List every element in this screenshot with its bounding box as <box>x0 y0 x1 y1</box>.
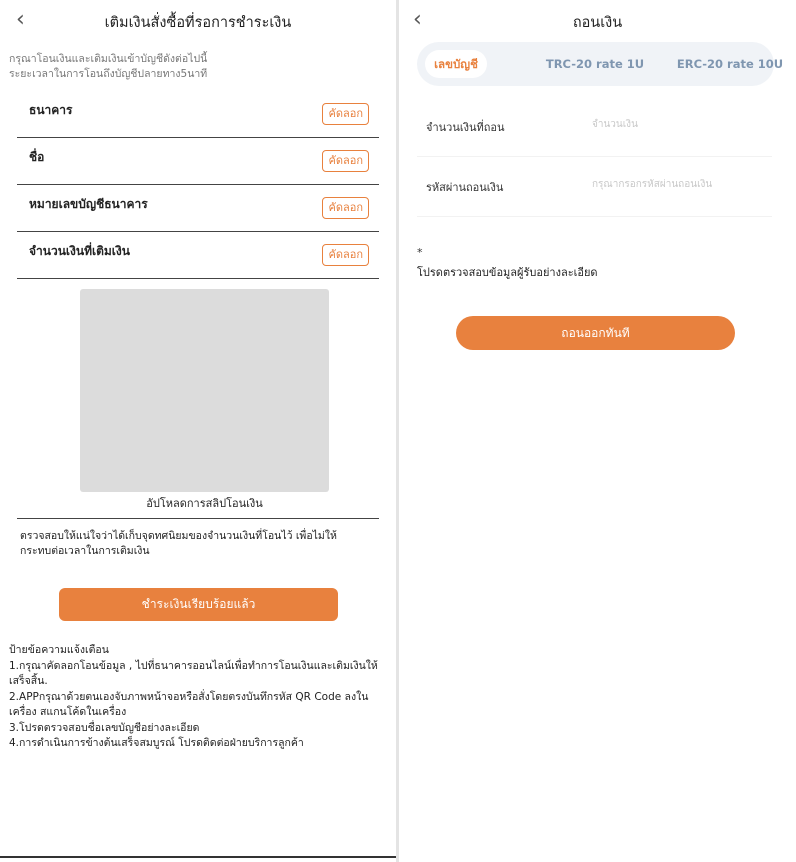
bank-label: ธนาคาร <box>29 103 73 117</box>
notice-item: 2.APPกรุณาด้วยตนเองจับภาพหน้าจอหรือสั่งโดยตรงบันทึกรหัส QR Code ลงในเครื่อง สแกนโค้ดในเครื่อง <box>9 690 369 718</box>
withdraw-panel <box>399 0 796 862</box>
amount-label: จำนวนเงินที่เติมเงิน <box>29 244 130 258</box>
page-title: เติมเงินสั่งซื้อที่รอการชำระเงิน <box>104 15 292 31</box>
account-number-label: หมายเลขบัญชีธนาคาร <box>29 197 148 211</box>
copy-name-button[interactable]: คัดลอก <box>322 150 369 172</box>
tab-erc20[interactable]: ERC-20 rate 10U <box>676 57 784 71</box>
withdraw-now-button[interactable]: ถอนออกทันที <box>456 316 735 350</box>
divider <box>17 518 379 519</box>
account-number-row <box>17 185 379 232</box>
withdraw-password-input[interactable] <box>592 172 762 196</box>
chevron-left-icon[interactable]: ‹ <box>413 7 422 32</box>
withdraw-password-field <box>417 157 772 217</box>
page-title: ถอนเงิน <box>572 15 623 31</box>
slip-upload-area[interactable] <box>80 289 329 492</box>
notice-title: ป้ายข้อความแจ้งเตือน <box>9 644 109 656</box>
decimal-check-note: ตรวจสอบให้แน่ใจว่าได้เก็บจุดทศนิยมของจำนวนเงินที่โอนไว้ เพื่อไม่ให้กระทบต่อเวลาในการเติมเงิน <box>20 530 337 557</box>
name-row <box>17 138 379 185</box>
notice-item: 3.โปรดตรวจสอบชื่อเลขบัญชีอย่างละเอียด <box>9 721 200 734</box>
withdraw-amount-field <box>417 97 772 157</box>
required-star: * <box>417 246 423 259</box>
copy-amount-button[interactable]: คัดลอก <box>322 244 369 266</box>
copy-bank-button[interactable]: คัดลอก <box>322 103 369 125</box>
intro-text <box>9 52 207 82</box>
withdraw-password-label: รหัสผ่านถอนเงิน <box>426 181 504 194</box>
slip-upload-label: อัปโหลดการสลิปโอนเงิน <box>146 497 263 510</box>
withdraw-amount-label: จำนวนเงินที่ถอน <box>426 121 505 134</box>
notice-block <box>9 643 391 752</box>
copy-account-number-button[interactable]: คัดลอก <box>322 197 369 219</box>
tab-bank-account[interactable]: เลขบัญชี <box>425 50 487 78</box>
verify-recipient-note: โปรดตรวจสอบข้อมูลผู้รับอย่างละเอียด <box>417 266 598 279</box>
amount-row <box>17 232 379 279</box>
notice-item: 1.กรุณาคัดลอกโอนข้อมูล , ไปที่ธนาคารออนไลน์เพื่อทำการโอนเงินและเติมเงินให้เสร็จสิ้น. <box>9 659 378 687</box>
intro-line: กรุณาโอนเงินและเติมเงินเข้าบัญชีดังต่อไปนี้ <box>9 53 208 65</box>
withdraw-method-tabs <box>417 42 784 86</box>
intro-line: ระยะเวลาในการโอนถึงบัญชีปลายทาง5นาที <box>9 68 208 80</box>
bottom-border <box>0 856 396 858</box>
tab-trc20[interactable]: TRC-20 rate 1U <box>545 57 645 71</box>
chevron-left-icon[interactable]: ‹ <box>16 7 25 32</box>
withdraw-amount-input[interactable] <box>592 112 762 136</box>
payment-done-button[interactable]: ชำระเงินเรียบร้อยแล้ว <box>59 588 338 621</box>
bank-row <box>17 91 379 138</box>
topup-panel <box>0 0 396 862</box>
name-label: ชื่อ <box>29 150 45 164</box>
notice-item: 4.การดำเนินการข้างต้นเสร็จสมบูรณ์ โปรดติดต่อฝ่ายบริการลูกค้า <box>9 737 304 749</box>
